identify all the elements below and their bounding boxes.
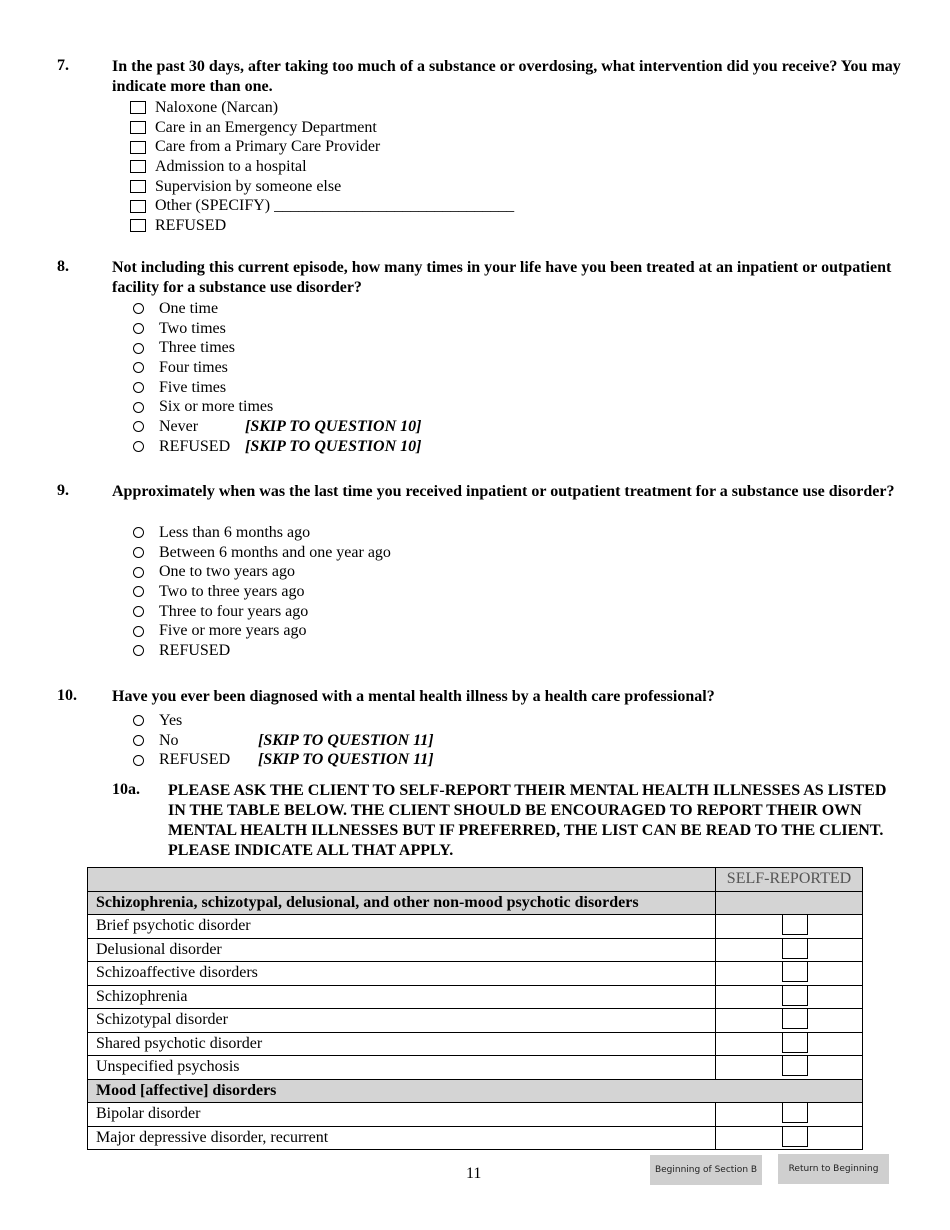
table-row: Schizotypal disorder — [88, 1009, 863, 1033]
option[interactable]: Two to three years ago — [130, 582, 391, 602]
group-title: Schizophrenia, schizotypal, delusional, and other non-mood psychotic disorders — [88, 891, 716, 915]
option[interactable]: One time — [130, 299, 273, 319]
table-row: Unspecified psychosis — [88, 1056, 863, 1080]
skip-instruction: [SKIP TO QUESTION 11] — [258, 751, 434, 769]
option[interactable]: Naloxone (Narcan) — [130, 98, 514, 118]
question-text: Have you ever been diagnosed with a mental health illness by a health care professional? — [112, 688, 715, 705]
option[interactable]: Never [SKIP TO QUESTION 10] — [130, 417, 273, 437]
checkbox-icon[interactable] — [130, 200, 146, 213]
radio-icon[interactable] — [133, 606, 144, 617]
radio-icon[interactable] — [133, 715, 144, 726]
radio-icon[interactable] — [133, 343, 144, 354]
radio-icon[interactable] — [133, 402, 144, 413]
checkbox-icon[interactable] — [782, 914, 808, 935]
option[interactable]: Three to four years ago — [130, 602, 391, 622]
table-header-row — [88, 868, 863, 892]
checkbox-icon[interactable] — [782, 1008, 808, 1029]
option[interactable]: Other (SPECIFY) ______________________________ — [130, 196, 514, 216]
radio-icon[interactable] — [133, 547, 144, 558]
subquestion-number: 10a. — [112, 781, 140, 798]
radio-icon[interactable] — [133, 441, 144, 452]
table-row: Shared psychotic disorder — [88, 1032, 863, 1056]
option[interactable]: Five times — [130, 378, 273, 398]
group-title: Mood [affective] disorders — [88, 1079, 863, 1103]
checkbox-icon[interactable] — [782, 1032, 808, 1053]
option[interactable]: REFUSED [SKIP TO QUESTION 11] — [130, 750, 230, 770]
option[interactable]: One to two years ago — [130, 562, 391, 582]
option[interactable]: REFUSED — [130, 641, 391, 661]
header-blank — [88, 868, 716, 892]
radio-icon[interactable] — [133, 755, 144, 766]
option[interactable]: Supervision by someone else — [130, 177, 514, 197]
checkbox-icon[interactable] — [782, 1055, 808, 1076]
radio-icon[interactable] — [133, 362, 144, 373]
checkbox-icon[interactable] — [130, 219, 146, 232]
radio-icon[interactable] — [133, 735, 144, 746]
option[interactable]: Four times — [130, 358, 273, 378]
question-text: In the past 30 days, after taking too much of a substance or overdosing, what intervention did you receive? You may indicate more than one. — [112, 58, 901, 95]
radio-icon[interactable] — [133, 382, 144, 393]
option[interactable]: Between 6 months and one year ago — [130, 543, 391, 563]
table-row: Delusional disorder — [88, 938, 863, 962]
options-list — [130, 711, 434, 770]
checkbox-icon[interactable] — [130, 121, 146, 134]
checkbox-icon[interactable] — [782, 961, 808, 982]
option[interactable]: Two times — [130, 319, 273, 339]
subquestion-text: PLEASE ASK THE CLIENT TO SELF-REPORT THEIR MENTAL HEALTH ILLNESSES AS LISTED IN THE TABLE BELOW. THE CLIENT SHOULD BE ENCOURAGED TO REPORT THEIR OWN MENTAL HEALTH ILLNESSES BUT IF PREFERRED, THE LIST CAN BE READ TO THE CLIENT. PLEASE INDICATE ALL THAT APPLY. — [168, 782, 887, 859]
self-reported-header: SELF-REPORTED — [716, 868, 863, 892]
checkbox-icon[interactable] — [130, 180, 146, 193]
options-list — [130, 523, 391, 661]
option[interactable]: REFUSED — [130, 216, 514, 236]
options-list — [130, 98, 514, 236]
checkbox-icon[interactable] — [130, 160, 146, 173]
radio-icon[interactable] — [133, 567, 144, 578]
radio-icon[interactable] — [133, 626, 144, 637]
question-text: Approximately when was the last time you received inpatient or outpatient treatment for a substance use disorder? — [112, 483, 895, 500]
skip-instruction: [SKIP TO QUESTION 10] — [245, 418, 422, 436]
question-number: 9. — [57, 482, 69, 499]
question-text: Not including this current episode, how many times in your life have you been treated at an inpatient or outpatient facility for a substance use disorder? — [112, 259, 892, 296]
radio-icon[interactable] — [133, 303, 144, 314]
mental-health-table — [87, 867, 863, 1150]
checkbox-icon[interactable] — [782, 1102, 808, 1123]
checkbox-icon[interactable] — [130, 101, 146, 114]
option[interactable]: Six or more times — [130, 397, 273, 417]
radio-icon[interactable] — [133, 421, 144, 432]
checkbox-icon[interactable] — [782, 1126, 808, 1147]
radio-icon[interactable] — [133, 527, 144, 538]
checkbox-icon[interactable] — [782, 985, 808, 1006]
skip-instruction: [SKIP TO QUESTION 11] — [258, 731, 434, 749]
question-number: 7. — [57, 57, 69, 74]
option[interactable]: No [SKIP TO QUESTION 11] — [130, 731, 230, 751]
question-number: 8. — [57, 258, 69, 275]
option[interactable]: Five or more years ago — [130, 621, 391, 641]
beginning-of-section-b-button[interactable]: Beginning of Section B — [650, 1155, 762, 1185]
table-row: Schizophrenia — [88, 985, 863, 1009]
table-row: Bipolar disorder — [88, 1103, 863, 1127]
options-list — [130, 299, 422, 457]
skip-instruction: [SKIP TO QUESTION 10] — [245, 437, 422, 455]
radio-icon[interactable] — [133, 586, 144, 597]
table-row: Major depressive disorder, recurrent — [88, 1126, 863, 1150]
option[interactable]: Care in an Emergency Department — [130, 118, 514, 138]
option[interactable]: Less than 6 months ago — [130, 523, 391, 543]
page-number: 11 — [466, 1165, 482, 1182]
checkbox-icon[interactable] — [130, 141, 146, 154]
option[interactable]: Care from a Primary Care Provider — [130, 137, 514, 157]
question-number: 10. — [57, 687, 77, 704]
checkbox-icon[interactable] — [782, 938, 808, 959]
group-row — [88, 891, 863, 915]
option[interactable]: REFUSED [SKIP TO QUESTION 10] — [130, 437, 273, 457]
option[interactable]: Admission to a hospital — [130, 157, 514, 177]
return-to-beginning-button[interactable]: Return to Beginning — [778, 1154, 889, 1184]
radio-icon[interactable] — [133, 645, 144, 656]
table-row: Schizoaffective disorders — [88, 962, 863, 986]
group-row — [88, 1079, 863, 1103]
radio-icon[interactable] — [133, 323, 144, 334]
option[interactable]: Three times — [130, 338, 273, 358]
table-row: Brief psychotic disorder — [88, 915, 863, 939]
option[interactable]: Yes — [130, 711, 230, 731]
